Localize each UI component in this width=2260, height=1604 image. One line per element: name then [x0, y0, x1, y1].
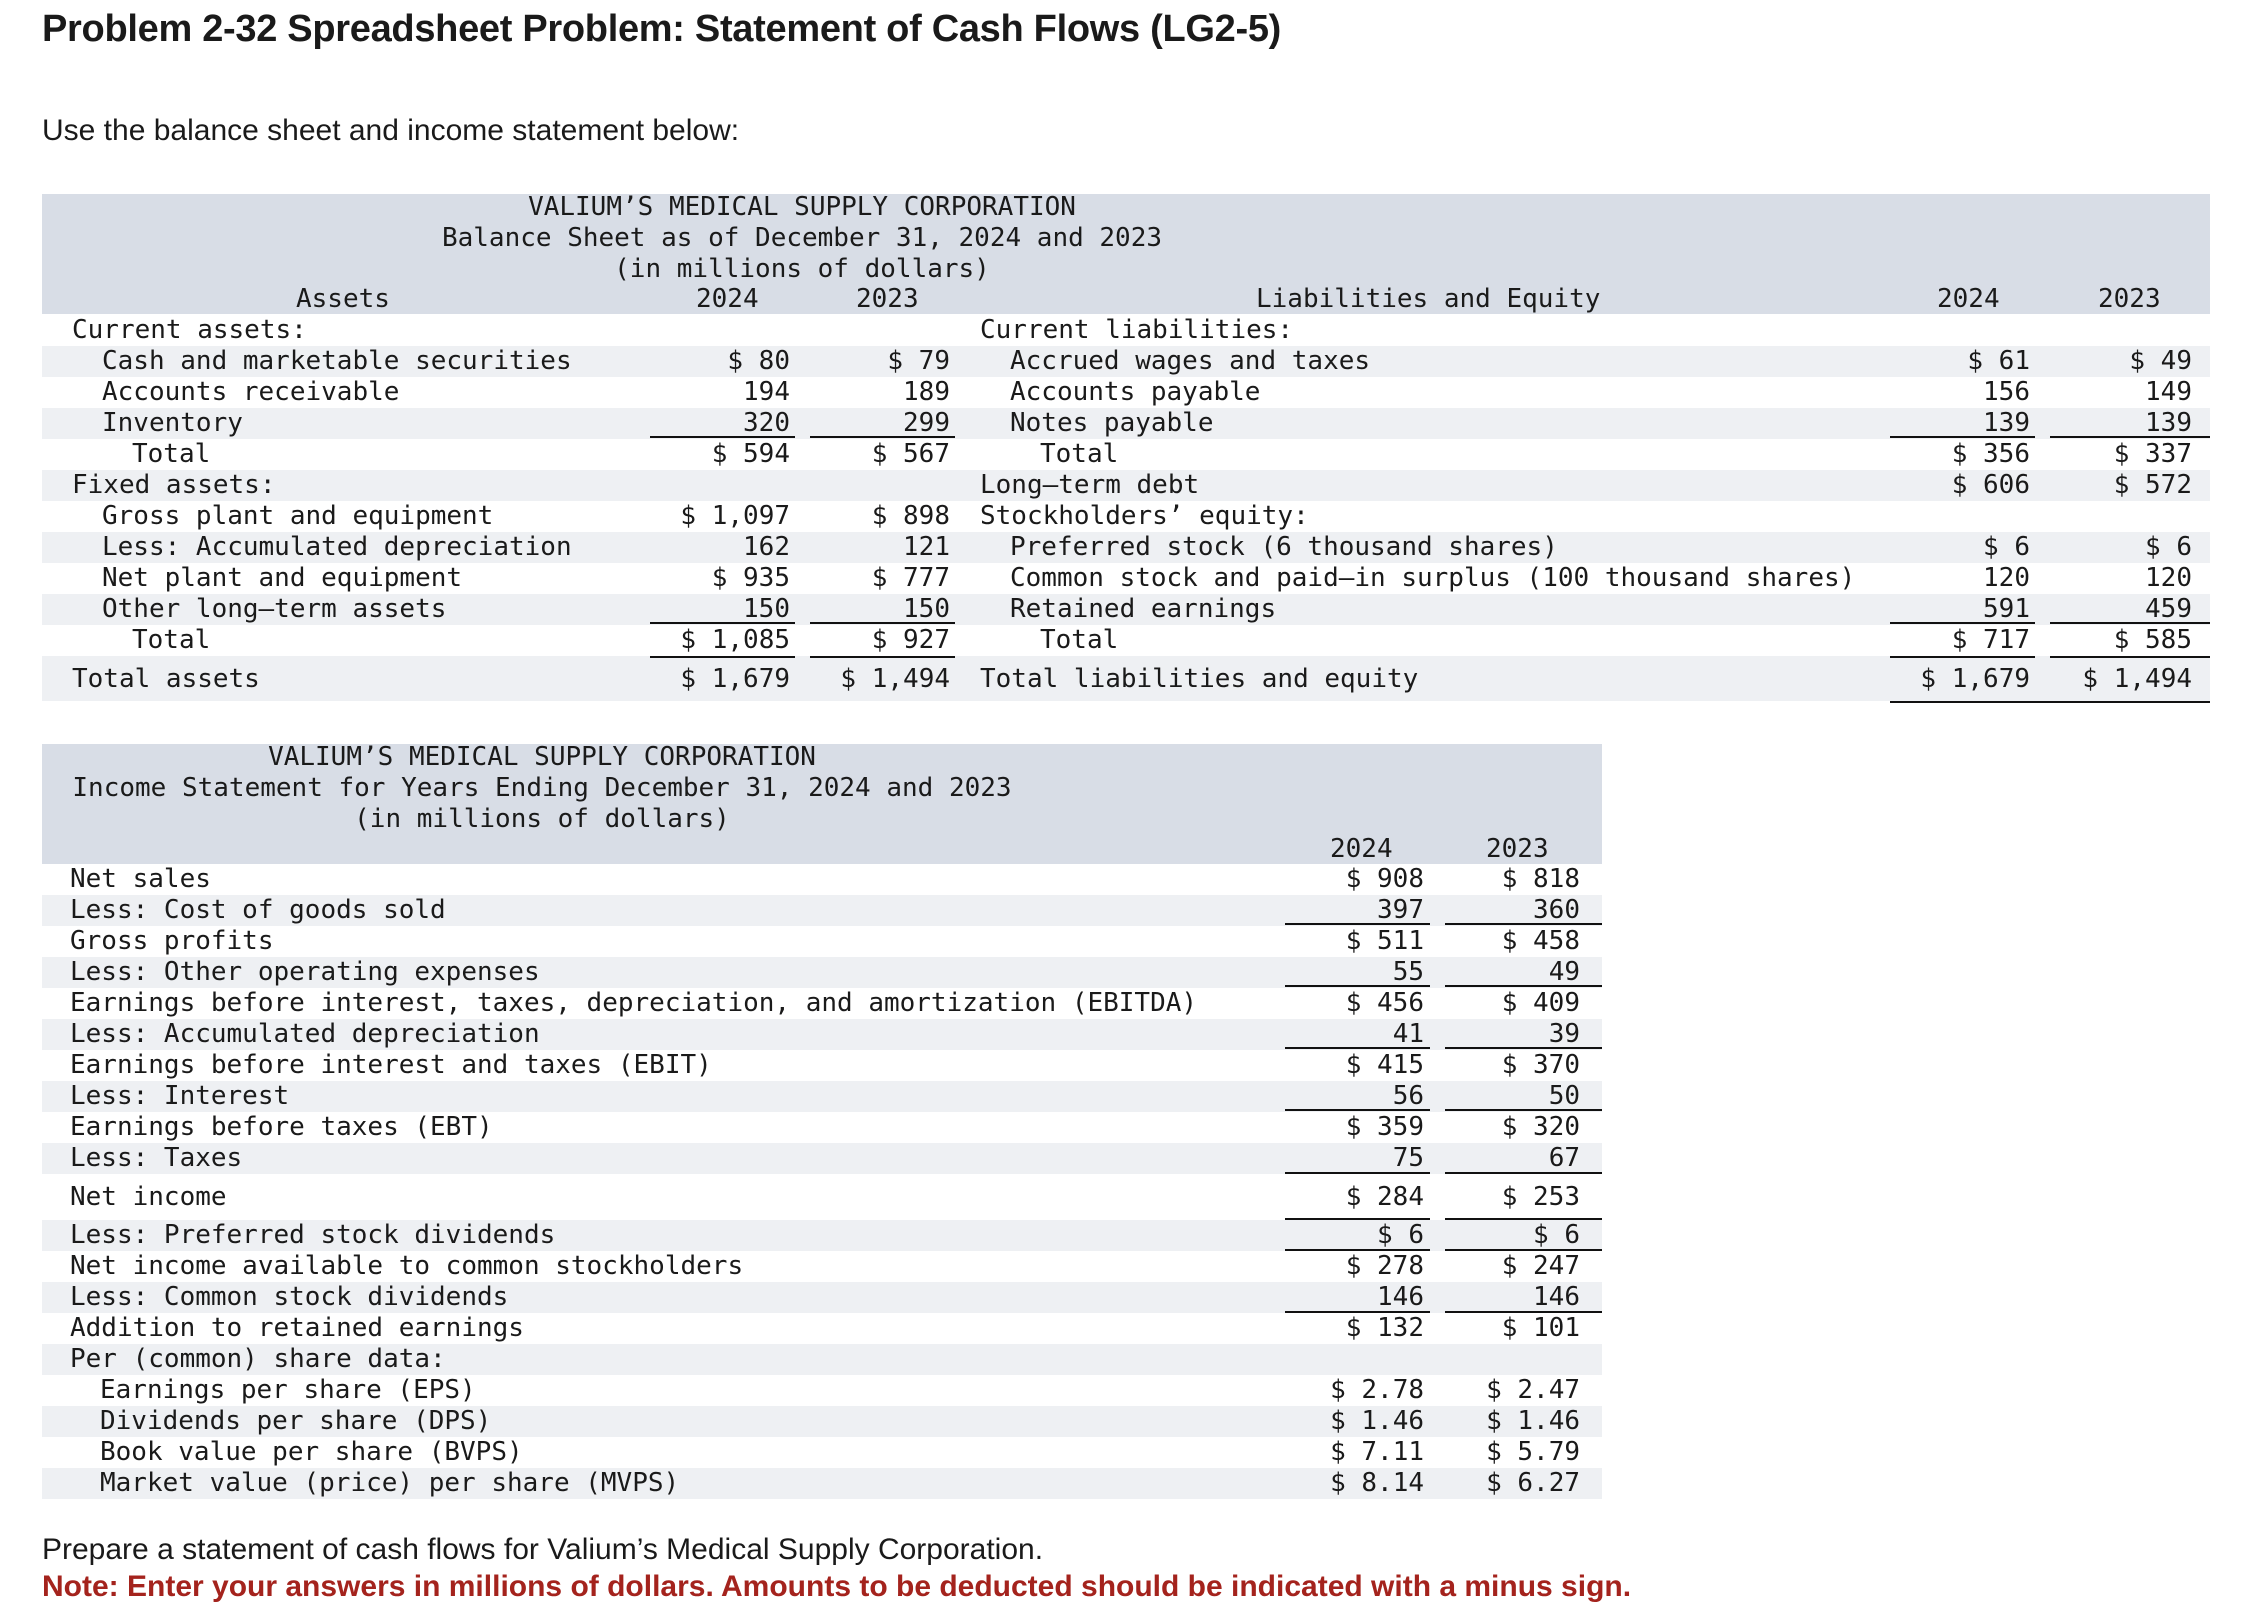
is-label: Net income available to common stockholders [70, 1251, 744, 1281]
bs-rule [650, 436, 795, 438]
is-value-2024: 55 [1392, 957, 1424, 987]
is-value-2023: $ 5.79 [1486, 1437, 1580, 1467]
liability-value-2024: 156 [1983, 377, 2030, 407]
is-value-2024: $ 908 [1345, 864, 1424, 894]
asset-value-2023: $ 777 [871, 563, 950, 593]
is-label: Earnings before interest and taxes (EBIT) [70, 1050, 712, 1080]
asset-value-2023: $ 567 [871, 439, 950, 469]
is-value-2024: $ 2.78 [1330, 1375, 1424, 1405]
is-year-2023: 2023 [1486, 834, 1549, 864]
asset-value-2024: $ 1,097 [680, 501, 790, 531]
is-label: Less: Common stock dividends [70, 1282, 509, 1312]
asset-value-2024: $ 80 [727, 346, 790, 376]
liability-value-2023: $ 337 [2113, 439, 2192, 469]
is-rule [1445, 1172, 1602, 1174]
asset-value-2024: $ 1,679 [680, 664, 790, 694]
liability-value-2023: 459 [2145, 594, 2192, 624]
prepare-instruction: Prepare a statement of cash flows for Valium’s Medical Supply Corporation. [42, 1533, 1044, 1566]
is-units: (in millions of dollars) [354, 804, 730, 834]
is-value-2023: $ 409 [1501, 988, 1580, 1018]
asset-label: Less: Accumulated depreciation [102, 532, 572, 562]
is-label: Less: Taxes [70, 1143, 243, 1173]
asset-value-2024: $ 935 [711, 563, 790, 593]
is-value-2024: $ 456 [1345, 988, 1424, 1018]
is-value-2023: $ 320 [1501, 1112, 1580, 1142]
is-label: Dividends per share (DPS) [100, 1406, 492, 1436]
bs-liab-year-2024: 2024 [1937, 284, 2000, 314]
asset-label: Other long–term assets [102, 594, 447, 624]
is-rule [1285, 1218, 1430, 1220]
asset-label: Total [132, 439, 211, 469]
liability-label: Total liabilities and equity [980, 664, 1419, 694]
asset-value-2024: 320 [743, 408, 790, 438]
is-rule [1285, 1172, 1430, 1174]
liability-label: Current liabilities: [980, 315, 1294, 345]
bs-rule [810, 622, 955, 624]
is-label: Earnings before taxes (EBT) [70, 1112, 493, 1142]
liability-value-2024: 139 [1983, 408, 2030, 438]
asset-value-2023: $ 1,494 [840, 664, 950, 694]
liability-value-2024: $ 1,679 [1920, 664, 2030, 694]
liability-value-2024: 591 [1983, 594, 2030, 624]
is-value-2023: $ 2.47 [1486, 1375, 1580, 1405]
liability-value-2024: $ 61 [1967, 346, 2030, 376]
liability-value-2024: 120 [1983, 563, 2030, 593]
is-value-2024: $ 8.14 [1330, 1468, 1424, 1498]
liability-value-2024: $ 717 [1951, 625, 2030, 655]
bs-rule [1890, 436, 2035, 438]
is-subtitle: Income Statement for Years Ending December 31, 2024 and 2023 [72, 773, 1012, 803]
bs-rule [1890, 622, 2035, 624]
is-rule [1445, 985, 1602, 987]
is-value-2023: $ 6 [1533, 1220, 1580, 1250]
is-rule [1445, 1249, 1602, 1251]
asset-value-2023: 189 [903, 377, 950, 407]
is-rule [1445, 1047, 1602, 1049]
asset-label: Gross plant and equipment [102, 501, 494, 531]
liability-value-2024: $ 606 [1951, 470, 2030, 500]
is-value-2024: $ 6 [1377, 1220, 1424, 1250]
bs-subtitle: Balance Sheet as of December 31, 2024 and 2023 [441, 223, 1163, 253]
asset-value-2024: 162 [743, 532, 790, 562]
bs-rule [2050, 436, 2210, 438]
is-label: Addition to retained earnings [70, 1313, 524, 1343]
asset-label: Cash and marketable securities [102, 346, 572, 376]
intro-text: Use the balance sheet and income statement below: [42, 114, 740, 147]
is-value-2023: $ 458 [1501, 926, 1580, 956]
liability-value-2023: $ 585 [2113, 625, 2192, 655]
is-year-2024: 2024 [1330, 834, 1393, 864]
is-value-2024: $ 415 [1345, 1050, 1424, 1080]
is-rule [1445, 1109, 1602, 1111]
is-rule [1445, 1218, 1602, 1220]
bs-assets-header: Assets [296, 284, 390, 314]
asset-value-2023: $ 79 [887, 346, 950, 376]
is-value-2023: 146 [1533, 1282, 1580, 1312]
is-label: Earnings per share (EPS) [100, 1375, 476, 1405]
is-label: Less: Interest [70, 1081, 290, 1111]
is-value-2024: $ 511 [1345, 926, 1424, 956]
is-label: Less: Other operating expenses [70, 957, 540, 987]
is-label: Less: Preferred stock dividends [70, 1220, 556, 1250]
is-value-2024: $ 1.46 [1330, 1406, 1424, 1436]
asset-label: Total [132, 625, 211, 655]
is-value-2024: $ 132 [1345, 1313, 1424, 1343]
is-label: Per (common) share data: [70, 1344, 446, 1374]
is-value-2024: $ 7.11 [1330, 1437, 1424, 1467]
is-value-2023: 39 [1548, 1019, 1580, 1049]
bs-company: VALIUM’S MEDICAL SUPPLY CORPORATION [528, 192, 1076, 222]
is-value-2023: 360 [1533, 895, 1580, 925]
is-value-2023: $ 1.46 [1486, 1406, 1580, 1436]
bs-rule [650, 656, 795, 658]
is-value-2024: $ 359 [1345, 1112, 1424, 1142]
bs-rule [2050, 656, 2210, 658]
bs-year-2024: 2024 [696, 284, 759, 314]
is-value-2023: $ 247 [1501, 1251, 1580, 1281]
asset-value-2024: 150 [743, 594, 790, 624]
is-value-2024: 146 [1377, 1282, 1424, 1312]
asset-value-2023: 299 [903, 408, 950, 438]
asset-value-2023: 121 [903, 532, 950, 562]
is-value-2024: 56 [1392, 1081, 1424, 1111]
liability-value-2023: 120 [2145, 563, 2192, 593]
bs-rule [1890, 701, 2210, 703]
liability-value-2023: $ 49 [2129, 346, 2192, 376]
answer-note: Note: Enter your answers in millions of dollars. Amounts to be deducted should be indicated with a minus sign. [42, 1570, 1632, 1603]
bs-liab-header: Liabilities and Equity [1256, 284, 1601, 314]
is-value-2023: $ 101 [1501, 1313, 1580, 1343]
is-value-2024: $ 284 [1345, 1182, 1424, 1212]
is-rule [1285, 985, 1430, 987]
asset-value-2024: 194 [743, 377, 790, 407]
is-label: Market value (price) per share (MVPS) [100, 1468, 680, 1498]
liability-label: Retained earnings [1010, 594, 1277, 624]
is-value-2023: 67 [1548, 1143, 1580, 1173]
is-value-2024: 397 [1377, 895, 1424, 925]
is-value-2023: $ 6.27 [1486, 1468, 1580, 1498]
liability-label: Total [1040, 439, 1119, 469]
is-company: VALIUM’S MEDICAL SUPPLY CORPORATION [268, 742, 816, 772]
liability-label: Total [1040, 625, 1119, 655]
liability-value-2023: $ 6 [2145, 532, 2192, 562]
liability-value-2023: 139 [2145, 408, 2192, 438]
liability-label: Accrued wages and taxes [1010, 346, 1371, 376]
liability-label: Long–term debt [980, 470, 1200, 500]
liability-label: Common stock and paid–in surplus (100 thousand shares) [1010, 563, 1856, 593]
is-label: Earnings before interest, taxes, depreciation, and amortization (EBITDA) [70, 988, 1198, 1018]
asset-value-2023: $ 927 [871, 625, 950, 655]
asset-label: Net plant and equipment [102, 563, 463, 593]
is-label: Less: Accumulated depreciation [70, 1019, 540, 1049]
asset-value-2024: $ 1,085 [680, 625, 790, 655]
liability-label: Accounts payable [1010, 377, 1261, 407]
asset-label: Fixed assets: [72, 470, 276, 500]
bs-rule [810, 436, 955, 438]
bs-rule [1890, 656, 2035, 658]
is-rule [1285, 1249, 1430, 1251]
liability-value-2023: $ 1,494 [2082, 664, 2192, 694]
is-value-2024: 75 [1392, 1143, 1424, 1173]
is-value-2023: $ 253 [1501, 1182, 1580, 1212]
is-value-2024: $ 278 [1345, 1251, 1424, 1281]
bs-rule [810, 656, 955, 658]
asset-value-2023: $ 898 [871, 501, 950, 531]
is-value-2023: 50 [1548, 1081, 1580, 1111]
asset-label: Current assets: [72, 315, 307, 345]
is-rule [1285, 1311, 1430, 1313]
liability-value-2023: $ 572 [2113, 470, 2192, 500]
is-value-2023: $ 818 [1501, 864, 1580, 894]
asset-label: Total assets [72, 664, 260, 694]
page-title: Problem 2-32 Spreadsheet Problem: Statement of Cash Flows (LG2-5) [42, 8, 1282, 50]
is-label: Net sales [70, 864, 211, 894]
bs-units: (in millions of dollars) [614, 254, 990, 284]
is-label: Less: Cost of goods sold [70, 895, 446, 925]
is-rule [1285, 1109, 1430, 1111]
is-label: Net income [70, 1182, 227, 1212]
liability-label: Stockholders’ equity: [980, 501, 1309, 531]
is-label: Gross profits [70, 926, 274, 956]
bs-year-2023: 2023 [856, 284, 919, 314]
is-rule [1445, 1311, 1602, 1313]
is-label: Book value per share (BVPS) [100, 1437, 523, 1467]
is-rule [1445, 923, 1602, 925]
is-rule [1285, 1047, 1430, 1049]
liability-value-2024: $ 356 [1951, 439, 2030, 469]
asset-label: Inventory [102, 408, 243, 438]
is-value-2023: $ 370 [1501, 1050, 1580, 1080]
liability-label: Notes payable [1010, 408, 1214, 438]
bs-rule [2050, 622, 2210, 624]
bs-rule [650, 622, 795, 624]
liability-label: Preferred stock (6 thousand shares) [1010, 532, 1558, 562]
liability-value-2024: $ 6 [1983, 532, 2030, 562]
is-value-2023: 49 [1548, 957, 1580, 987]
liability-value-2023: 149 [2145, 377, 2192, 407]
asset-value-2023: 150 [903, 594, 950, 624]
is-value-2024: 41 [1392, 1019, 1424, 1049]
bs-liab-year-2023: 2023 [2098, 284, 2161, 314]
asset-label: Accounts receivable [102, 377, 400, 407]
is-rule [1285, 923, 1430, 925]
asset-value-2024: $ 594 [711, 439, 790, 469]
